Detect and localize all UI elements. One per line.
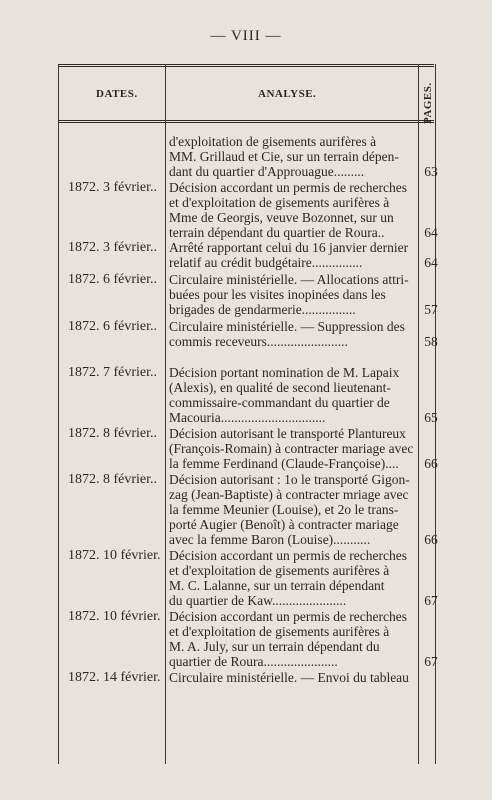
column-divider-pages	[418, 64, 419, 764]
entry-page-number: 64	[424, 225, 438, 240]
entry-page-number: 66	[424, 532, 438, 547]
analysis-line: M. A. July, sur un terrain dépendant du	[169, 639, 380, 654]
entry-analysis	[169, 365, 417, 425]
analysis-line: buées pour les visites inopinées dans les	[169, 287, 386, 302]
analysis-line: Décision accordant un permis de recherches	[169, 180, 408, 195]
analysis-line: terrain dépendant du quartier de Roura..	[169, 225, 385, 240]
entry-date: 1872. 3 février..	[68, 180, 158, 195]
entry-page-number: 64	[424, 255, 438, 270]
analysis-line: quartier de Roura......................	[169, 654, 338, 669]
analysis-line: commissaire-commandant du quartier de	[169, 395, 390, 410]
analysis-line: commis receveurs........................	[169, 334, 348, 349]
analysis-line: la femme Ferdinand (Claude-Françoise)....	[169, 456, 399, 471]
analysis-line: du quartier de Kaw......................	[169, 593, 347, 608]
entry-analysis	[169, 272, 417, 317]
entry-analysis	[169, 426, 417, 471]
analysis-line: et d'exploitation de gisements aurifères à	[169, 195, 390, 210]
analysis-line: Décision autorisant le transporté Plantureux	[169, 426, 406, 441]
analysis-line: relatif au crédit budgétaire...............	[169, 255, 363, 270]
page-header: — VIII —	[210, 28, 282, 44]
analysis-line: la femme Meunier (Louise), et 2o le trans-	[169, 502, 399, 517]
entry-analysis	[169, 609, 417, 669]
entry-analysis	[169, 319, 417, 349]
entry-page-number: 67	[424, 593, 438, 608]
analysis-line: Circulaire ministérielle. — Envoi du tableau	[169, 670, 409, 685]
analysis-line: Macouria...............................	[169, 410, 326, 425]
column-header-dates: DATES.	[96, 88, 138, 100]
entry-analysis	[169, 134, 417, 179]
entry-page-number: 67	[424, 654, 438, 669]
entry-page-number: 66	[424, 456, 438, 471]
analysis-line: Décision portant nomination de M. Lapaix	[169, 365, 400, 380]
entry-date: 1872. 3 février..	[68, 240, 158, 255]
column-header-analyse: ANALYSE.	[258, 88, 317, 100]
entry-page-number: 65	[424, 410, 438, 425]
analysis-line: (Alexis), en qualité de second lieutenant-	[169, 380, 391, 395]
analysis-line: M. C. Lalanne, sur un terrain dépendant	[169, 578, 385, 593]
analysis-line: Circulaire ministérielle. — Suppression des	[169, 319, 405, 334]
entry-date: 1872. 10 février.	[68, 548, 161, 563]
entry-date: 1872. 8 février..	[68, 472, 158, 487]
entry-page-number: 63	[424, 164, 438, 179]
column-header-pages: PAGES.	[422, 82, 434, 124]
entry-date: 1872. 7 février..	[68, 365, 158, 380]
column-divider-dates	[165, 64, 166, 764]
analysis-line: Décision accordant un permis de recherches	[169, 609, 408, 624]
header-rule	[58, 120, 434, 123]
analysis-line: Circulaire ministérielle. — Allocations attri-	[169, 272, 409, 287]
analysis-line: Arrêté rapportant celui du 16 janvier dernier	[169, 240, 409, 255]
entry-date: 1872. 6 février..	[68, 319, 158, 334]
entry-page-number: 58	[424, 334, 438, 349]
top-rule	[58, 64, 434, 67]
analysis-line: et d'exploitation de gisements aurifères à	[169, 624, 390, 639]
analysis-line: MM. Grillaud et Cie, sur un terrain dépen-	[169, 149, 399, 164]
analysis-line: Mme de Georgis, veuve Bozonnet, sur un	[169, 210, 394, 225]
analysis-line: d'exploitation de gisements aurifères à	[169, 134, 377, 149]
entry-date: 1872. 14 février.	[68, 670, 161, 685]
entry-date: 1872. 10 février.	[68, 609, 161, 624]
entry-date: 1872. 6 février..	[68, 272, 158, 287]
entry-analysis	[169, 670, 417, 685]
analysis-line: Décision autorisant : 1o le transporté Gigon-	[169, 472, 410, 487]
entry-analysis	[169, 472, 417, 547]
analysis-line: et d'exploitation de gisements aurifères à	[169, 563, 390, 578]
entry-page-number: 57	[424, 302, 438, 317]
analysis-line: (François-Romain) à contracter mariage avec	[169, 441, 414, 456]
analysis-line: dant du quartier d'Approuague.........	[169, 164, 365, 179]
entry-date: 1872. 8 février..	[68, 426, 158, 441]
analysis-line: Décision accordant un permis de recherches	[169, 548, 408, 563]
entry-analysis	[169, 240, 417, 270]
analysis-line: porté Augier (Benoît) à contracter mariage	[169, 517, 399, 532]
analysis-line: zag (Jean-Baptiste) à contracter mriage avec	[169, 487, 409, 502]
entry-analysis	[169, 180, 417, 240]
analysis-line: brigades de gendarmerie................	[169, 302, 356, 317]
entry-analysis	[169, 548, 417, 608]
analysis-line: avec la femme Baron (Louise)...........	[169, 532, 371, 547]
